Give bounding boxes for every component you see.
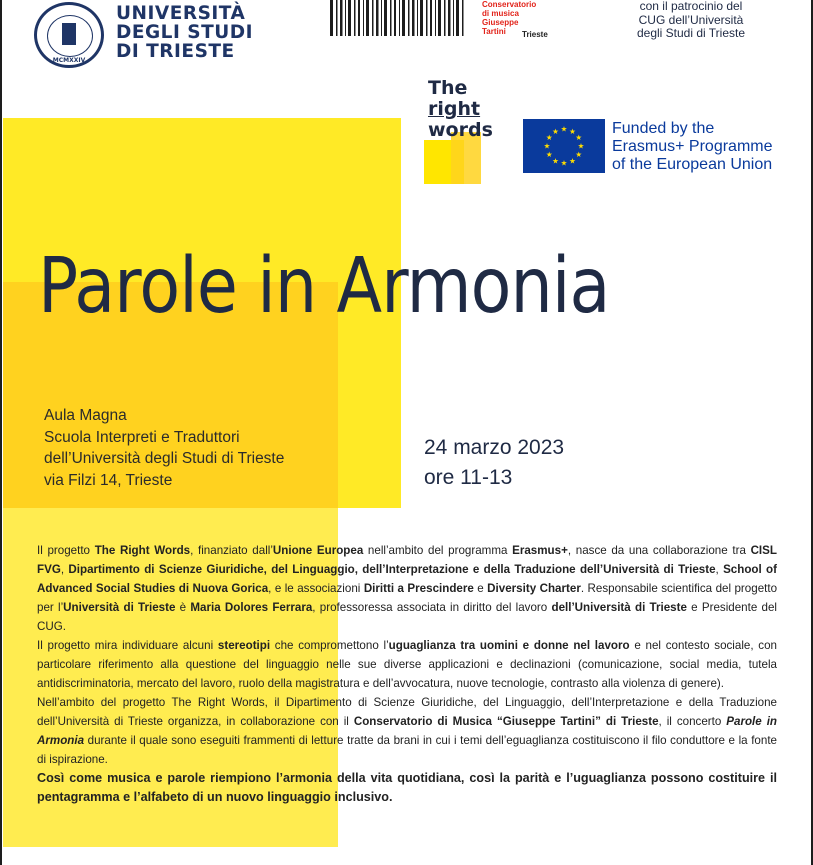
university-line-3: DI TRIESTE — [116, 41, 235, 62]
eu-star-icon: ★ — [545, 133, 553, 143]
eu-star-icon: ★ — [575, 150, 583, 160]
venue-line-4: via Filzi 14, Trieste — [44, 471, 173, 489]
university-seal-icon — [34, 2, 104, 68]
university-line-1: UNIVERSITÀ — [116, 3, 246, 24]
event-venue — [44, 405, 284, 491]
eu-flag-icon — [523, 119, 605, 173]
paragraph-1: Il progetto The Right Words, finanziato dall’Unione Europea nell’ambito del programma Erasmus+, nasce da una collaborazione tra CISL FVG, Dipartimento di Scienze Giuridiche, del Linguaggio, dell’Interpretazione e della Traduzione dell’Università di Trieste, School of Advanced Social Studies di Nuova Gorica, e le associazioni Diritti a Prescindere e Diversity Charter. Responsabile scientifica del progetto per l’Università di Trieste è Maria Dolores Ferrara, professoressa associata in diritto del lavoro dell’Università di Trieste e Presidente del CUG. — [37, 544, 778, 633]
event-date: 24 marzo 2023 — [424, 436, 565, 459]
erasmus-funding-text: Funded by the Erasmus+ Programme of the European Union — [612, 120, 773, 173]
eu-star-icon: ★ — [575, 133, 583, 143]
eu-star-icon: ★ — [552, 126, 559, 136]
eu-star-icon: ★ — [543, 141, 551, 151]
event-datetime — [424, 433, 564, 493]
venue-line-3: dell’Università degli Studi di Trieste — [44, 450, 285, 467]
conservatorio-logo-icon — [330, 0, 466, 36]
event-description — [37, 541, 777, 807]
left-border — [0, 0, 2, 865]
conservatorio-name: Conservatorio di musica Giuseppe Tartini — [482, 0, 537, 36]
eu-star-icon: ★ — [545, 150, 553, 160]
venue-line-1: Aula Magna — [44, 407, 127, 424]
paragraph-4: Così come musica e parole riempiono l’armonia della vita quotidiana, così la parità e l’uguaglianza possono costituire il pentagramma e l’alfabeto di un nuovo linguaggio inclusivo. — [37, 771, 777, 804]
eu-star-icon: ★ — [569, 156, 576, 166]
eu-star-icon: ★ — [560, 158, 568, 168]
eu-star-icon: ★ — [569, 126, 576, 136]
eu-star-icon: ★ — [552, 156, 559, 166]
university-line-2: DEGLI STUDI — [116, 22, 253, 43]
conservatorio-city: Trieste — [522, 30, 548, 39]
paragraph-2: Il progetto mira individuare alcuni stereotipi che compromettono l’uguaglianza tra uomini e donne nel lavoro e nel contesto sociale, con particolare riferimento alla questione del linguaggio nelle sue diverse applicazioni e declinazioni (comunicazione, social media, tutela antidiscriminatoria, mercato del lavoro, ruolo della magistratura e dell’avvocatura, nuove tecnologie, contrasto alla violenza di genere). — [37, 639, 777, 690]
event-title: Parole in Armonia — [38, 242, 610, 331]
university-name — [116, 4, 253, 61]
event-time: ore 11-13 — [424, 466, 513, 489]
paragraph-3: Nell’ambito del progetto The Right Words, il Dipartimento di Scienze Giuridiche, del Linguaggio, dell’Interpretazione e della Traduzione dell’Università di Trieste organizza, in collaborazione con il Conservatorio di Musica “Giuseppe Tartini” di Trieste, il concerto Parole in Armonia durante il quale sono eseguiti frammenti di letture tratte da brani in cui i temi dell’eguaglianza costituiscono il filo conduttore e la fonte di ispirazione. — [37, 696, 777, 766]
project-logo: The right words — [428, 77, 493, 141]
cug-patronage: con il patrocinio del CUG dell’Università degli Studi di Trieste — [636, 0, 746, 40]
venue-line-2: Scuola Interpreti e Traduttori — [44, 428, 240, 446]
eu-star-icon: ★ — [577, 141, 585, 151]
eu-star-icon: ★ — [560, 124, 568, 134]
svg-text:MCMXXIV: MCMXXIV — [52, 57, 86, 64]
